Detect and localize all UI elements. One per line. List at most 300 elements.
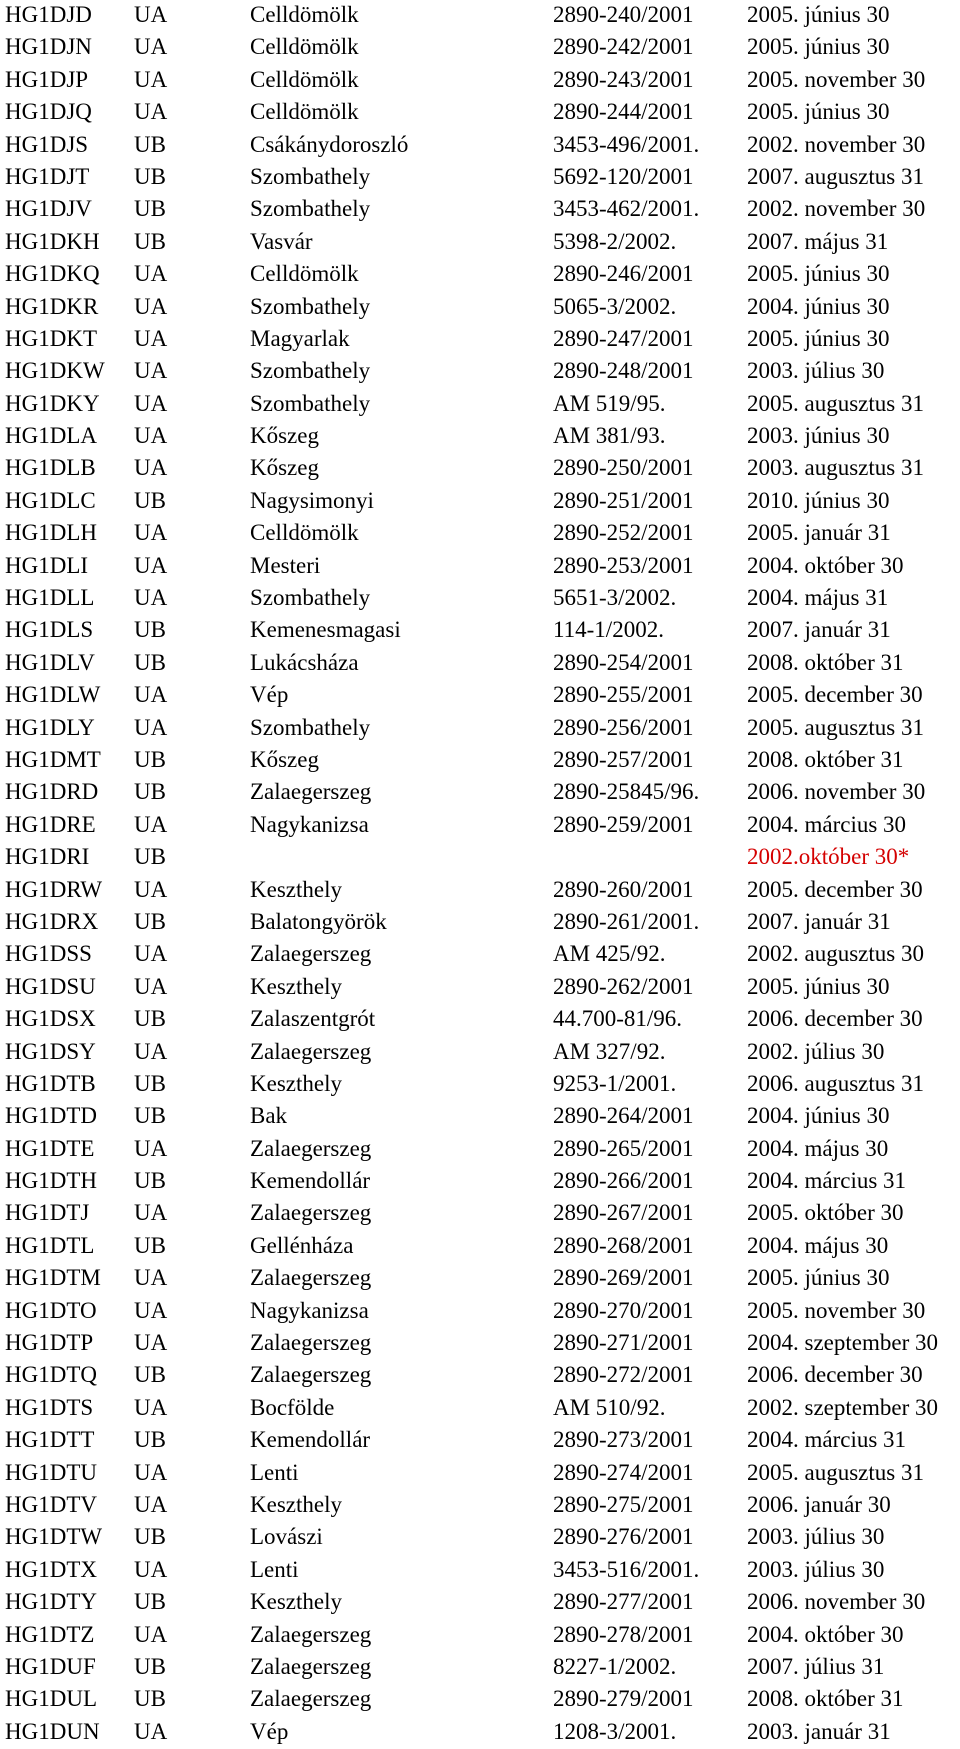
city-cell: Celldömölk (250, 99, 359, 125)
table-row (0, 194, 960, 226)
permit-number-cell: 2890-25845/96. (553, 779, 700, 805)
city-cell: Vasvár (250, 228, 313, 254)
city-cell: Nagykanizsa (250, 1297, 369, 1323)
table-row (0, 583, 960, 615)
expiry-date-cell: 2006. november 30 (747, 779, 926, 805)
city-cell: Lenti (250, 1556, 299, 1582)
table-row (0, 680, 960, 712)
table-row (0, 907, 960, 939)
table-row (0, 1231, 960, 1263)
expiry-date-cell: 2006. november 30 (747, 1589, 926, 1615)
license-class-cell: UB (134, 908, 166, 934)
permit-number-cell: 2890-265/2001 (553, 1135, 694, 1161)
table-row (0, 745, 960, 777)
license-class-cell: UA (134, 390, 168, 416)
callsign-cell: HG1DTP (5, 1330, 94, 1356)
city-cell: Szombathely (250, 293, 371, 319)
expiry-date-cell: 2004. október 30 (747, 552, 904, 578)
expiry-date-cell: 2004. május 30 (747, 1135, 889, 1161)
callsign-cell: HG1DTD (5, 1103, 97, 1129)
permit-number-cell: 2890-264/2001 (553, 1103, 694, 1129)
city-cell: Zalaegerszeg (250, 1265, 372, 1291)
license-class-cell: UA (134, 1556, 168, 1582)
expiry-date-cell: 2004. szeptember 30 (747, 1330, 938, 1356)
callsign-cell: HG1DJS (5, 131, 89, 157)
callsign-cell: HG1DTB (5, 1070, 96, 1096)
license-class-cell: UA (134, 811, 168, 837)
license-class-cell: UA (134, 973, 168, 999)
expiry-date-cell: 2003. augusztus 31 (747, 455, 924, 481)
callsign-cell: HG1DUL (5, 1686, 97, 1712)
callsign-cell: HG1DTS (5, 1394, 94, 1420)
callsign-cell: HG1DLY (5, 714, 95, 740)
permit-number-cell: 3453-462/2001. (553, 196, 700, 222)
permit-number-cell: 2890-252/2001 (553, 520, 694, 546)
city-cell: Bocfölde (250, 1394, 335, 1420)
license-class-cell: UB (134, 131, 166, 157)
permit-number-cell: 3453-496/2001. (553, 131, 700, 157)
callsign-cell: HG1DKY (5, 390, 100, 416)
callsign-cell: HG1DUF (5, 1653, 96, 1679)
table-row (0, 1652, 960, 1684)
license-class-cell: UA (134, 293, 168, 319)
table-row (0, 1166, 960, 1198)
license-class-cell: UA (134, 1265, 168, 1291)
callsign-cell: HG1DTL (5, 1232, 95, 1258)
callsign-cell: HG1DTZ (5, 1621, 95, 1647)
callsign-cell: HG1DMT (5, 746, 101, 772)
expiry-date-cell: 2002. november 30 (747, 196, 926, 222)
license-class-cell: UA (134, 682, 168, 708)
permit-number-cell: 2890-254/2001 (553, 649, 694, 675)
callsign-cell: HG1DTE (5, 1135, 95, 1161)
callsign-cell: HG1DTO (5, 1297, 97, 1323)
expiry-date-cell: 2005. december 30 (747, 682, 923, 708)
expiry-date-cell: 2002.október 30* (747, 844, 910, 870)
city-cell: Lovászi (250, 1524, 323, 1550)
permit-number-cell: 5398-2/2002. (553, 228, 677, 254)
callsign-cell: HG1DRW (5, 876, 103, 902)
city-cell: Szombathely (250, 196, 371, 222)
table-row (0, 1490, 960, 1522)
table-row (0, 1134, 960, 1166)
permit-number-cell: AM 510/92. (553, 1394, 666, 1420)
callsign-cell: HG1DJN (5, 34, 92, 60)
permit-number-cell: 2890-274/2001 (553, 1459, 694, 1485)
table-row (0, 1263, 960, 1295)
license-class-cell: UB (134, 1006, 166, 1032)
city-cell: Zalaegerszeg (250, 1135, 372, 1161)
city-cell: Kőszeg (250, 423, 319, 449)
city-cell: Lenti (250, 1459, 299, 1485)
permit-number-cell: 2890-270/2001 (553, 1297, 694, 1323)
license-class-cell: UA (134, 714, 168, 740)
permit-number-cell: 5065-3/2002. (553, 293, 677, 319)
callsign-cell: HG1DJV (5, 196, 92, 222)
table-row (0, 1458, 960, 1490)
permit-number-cell: 2890-261/2001. (553, 908, 700, 934)
callsign-cell: HG1DLH (5, 520, 97, 546)
table-row (0, 1620, 960, 1652)
license-class-cell: UB (134, 1362, 166, 1388)
expiry-date-cell: 2003. július 30 (747, 1556, 885, 1582)
city-cell: Celldömölk (250, 34, 359, 60)
expiry-date-cell: 2005. november 30 (747, 66, 926, 92)
callsign-cell: HG1DRI (5, 844, 90, 870)
license-class-cell: UA (134, 66, 168, 92)
license-class-cell: UB (134, 649, 166, 675)
expiry-date-cell: 2007. július 31 (747, 1653, 885, 1679)
license-class-cell: UB (134, 228, 166, 254)
license-class-cell: UB (134, 163, 166, 189)
permit-number-cell: 2890-248/2001 (553, 358, 694, 384)
license-class-cell: UB (134, 1589, 166, 1615)
city-cell: Vép (250, 1718, 289, 1744)
callsign-cell: HG1DTY (5, 1589, 97, 1615)
license-class-cell: UB (134, 779, 166, 805)
license-class-cell: UB (134, 1232, 166, 1258)
city-cell: Zalaegerszeg (250, 1038, 372, 1064)
callsign-cell: HG1DSY (5, 1038, 96, 1064)
permit-number-cell: 2890-255/2001 (553, 682, 694, 708)
expiry-date-cell: 2004. március 31 (747, 1427, 907, 1453)
permit-number-cell: 2890-244/2001 (553, 99, 694, 125)
city-cell: Zalaegerszeg (250, 1330, 372, 1356)
table-row (0, 324, 960, 356)
expiry-date-cell: 2002. szeptember 30 (747, 1394, 938, 1420)
callsign-cell: HG1DLI (5, 552, 89, 578)
city-cell: Zalaegerszeg (250, 941, 372, 967)
expiry-date-cell: 2003. június 30 (747, 423, 890, 449)
license-class-cell: UA (134, 941, 168, 967)
expiry-date-cell: 2005. augusztus 31 (747, 1459, 924, 1485)
permit-number-cell: 2890-269/2001 (553, 1265, 694, 1291)
permit-number-cell: 2890-253/2001 (553, 552, 694, 578)
callsign-cell: HG1DSX (5, 1006, 96, 1032)
city-cell: Keszthely (250, 1589, 342, 1615)
city-cell: Mesteri (250, 552, 321, 578)
expiry-date-cell: 2008. október 31 (747, 649, 904, 675)
license-class-cell: UA (134, 585, 168, 611)
city-cell: Celldömölk (250, 2, 359, 27)
expiry-date-cell: 2010. június 30 (747, 487, 890, 513)
license-class-cell: UB (134, 1070, 166, 1096)
callsign-cell: HG1DLW (5, 682, 101, 708)
license-class-cell: UA (134, 1491, 168, 1517)
callsign-cell: HG1DTJ (5, 1200, 90, 1226)
table-row (0, 777, 960, 809)
callsign-cell: HG1DLB (5, 455, 96, 481)
license-class-cell: UA (134, 1394, 168, 1420)
table-row (0, 1522, 960, 1554)
license-class-cell: UA (134, 1459, 168, 1485)
expiry-date-cell: 2004. május 30 (747, 1232, 889, 1258)
city-cell: Szombathely (250, 358, 371, 384)
permit-number-cell: 2890-273/2001 (553, 1427, 694, 1453)
table-row (0, 1393, 960, 1425)
license-class-cell: UB (134, 1103, 166, 1129)
callsign-cell: HG1DUN (5, 1718, 100, 1744)
license-class-cell: UB (134, 1427, 166, 1453)
expiry-date-cell: 2006. december 30 (747, 1006, 923, 1032)
expiry-date-cell: 2005. augusztus 31 (747, 390, 924, 416)
expiry-date-cell: 2004. június 30 (747, 1103, 890, 1129)
license-class-cell: UB (134, 746, 166, 772)
city-cell: Kemendollár (250, 1427, 371, 1453)
city-cell: Keszthely (250, 1070, 342, 1096)
table-row (0, 972, 960, 1004)
expiry-date-cell: 2003. január 31 (747, 1718, 891, 1744)
callsign-cell: HG1DJP (5, 66, 89, 92)
table-row (0, 551, 960, 583)
license-class-cell: UA (134, 1330, 168, 1356)
permit-number-cell: AM 381/93. (553, 423, 666, 449)
callsign-cell: HG1DSS (5, 941, 92, 967)
city-cell: Gellénháza (250, 1232, 354, 1258)
license-class-cell: UB (134, 1524, 166, 1550)
city-cell: Zalaegerszeg (250, 1200, 372, 1226)
license-class-cell: UA (134, 455, 168, 481)
expiry-date-cell: 2008. október 31 (747, 1686, 904, 1712)
table-row (0, 842, 960, 874)
license-class-cell: UA (134, 876, 168, 902)
callsign-cell: HG1DJD (5, 2, 92, 27)
city-cell: Keszthely (250, 1491, 342, 1517)
license-class-cell: UB (134, 1168, 166, 1194)
permit-number-cell: 2890-278/2001 (553, 1621, 694, 1647)
city-cell: Nagykanizsa (250, 811, 369, 837)
expiry-date-cell: 2005. június 30 (747, 34, 890, 60)
table-row (0, 1360, 960, 1392)
expiry-date-cell: 2003. július 30 (747, 358, 885, 384)
callsign-cell: HG1DKQ (5, 261, 100, 287)
table-row (0, 259, 960, 291)
callsign-cell: HG1DTM (5, 1265, 101, 1291)
table-row (0, 648, 960, 680)
callsign-cell: HG1DRX (5, 908, 99, 934)
permit-number-cell: 2890-276/2001 (553, 1524, 694, 1550)
table-row (0, 1198, 960, 1230)
expiry-date-cell: 2007. május 31 (747, 228, 889, 254)
permit-number-cell: 5651-3/2002. (553, 585, 677, 611)
table-row (0, 1101, 960, 1133)
expiry-date-cell: 2005. december 30 (747, 876, 923, 902)
city-cell: Szombathely (250, 163, 371, 189)
callsign-cell: HG1DJT (5, 163, 90, 189)
expiry-date-cell: 2005. október 30 (747, 1200, 904, 1226)
expiry-date-cell: 2007. augusztus 31 (747, 163, 924, 189)
table-row (0, 939, 960, 971)
expiry-date-cell: 2007. január 31 (747, 617, 891, 643)
table-row (0, 810, 960, 842)
expiry-date-cell: 2005. január 31 (747, 520, 891, 546)
city-cell: Zalaszentgrót (250, 1006, 376, 1032)
license-class-cell: UA (134, 325, 168, 351)
license-class-cell: UB (134, 1653, 166, 1679)
license-class-cell: UA (134, 1297, 168, 1323)
city-cell: Zalaegerszeg (250, 779, 372, 805)
permit-number-cell: 2890-268/2001 (553, 1232, 694, 1258)
city-cell: Zalaegerszeg (250, 1653, 372, 1679)
callsign-cell: HG1DRE (5, 811, 96, 837)
expiry-date-cell: 2004. június 30 (747, 293, 890, 319)
callsign-cell: HG1DJQ (5, 99, 92, 125)
expiry-date-cell: 2006. december 30 (747, 1362, 923, 1388)
callsign-cell: HG1DTV (5, 1491, 97, 1517)
table-row (0, 615, 960, 647)
expiry-date-cell: 2004. március 30 (747, 811, 907, 837)
city-cell: Szombathely (250, 714, 371, 740)
city-cell: Bak (250, 1103, 288, 1129)
table-row (0, 227, 960, 259)
permit-number-cell: 9253-1/2001. (553, 1070, 677, 1096)
permit-number-cell: 2890-259/2001 (553, 811, 694, 837)
city-cell: Zalaegerszeg (250, 1621, 372, 1647)
table-row (0, 65, 960, 97)
city-cell: Celldömölk (250, 261, 359, 287)
table-row (0, 97, 960, 129)
license-class-cell: UA (134, 1200, 168, 1226)
license-class-cell: UA (134, 99, 168, 125)
permit-number-cell: 44.700-81/96. (553, 1006, 683, 1032)
permit-number-cell: 1208-3/2001. (553, 1718, 677, 1744)
expiry-date-cell: 2005. június 30 (747, 99, 890, 125)
city-cell: Celldömölk (250, 66, 359, 92)
permit-number-cell: AM 327/92. (553, 1038, 666, 1064)
license-class-cell: UB (134, 196, 166, 222)
expiry-date-cell: 2004. március 31 (747, 1168, 907, 1194)
license-class-cell: UA (134, 423, 168, 449)
table-row (0, 1425, 960, 1457)
callsign-cell: HG1DLC (5, 487, 96, 513)
table-row (0, 292, 960, 324)
callsign-cell: HG1DTH (5, 1168, 97, 1194)
permit-number-cell: 2890-262/2001 (553, 973, 694, 999)
city-cell: Balatongyörök (250, 908, 387, 934)
permit-number-cell: AM 519/95. (553, 390, 666, 416)
table-row (0, 1555, 960, 1587)
table-row (0, 875, 960, 907)
permit-number-cell: 2890-257/2001 (553, 746, 694, 772)
table-row (0, 130, 960, 162)
permit-number-cell: 8227-1/2002. (553, 1653, 677, 1679)
city-cell: Kemenesmagasi (250, 617, 401, 643)
callsign-cell: HG1DTU (5, 1459, 97, 1485)
expiry-date-cell: 2003. július 30 (747, 1524, 885, 1550)
table-row (0, 453, 960, 485)
callsign-cell: HG1DTW (5, 1524, 103, 1550)
city-cell: Celldömölk (250, 520, 359, 546)
expiry-date-cell: 2005. június 30 (747, 2, 890, 27)
license-class-cell: UA (134, 1718, 168, 1744)
permit-number-cell: 2890-247/2001 (553, 325, 694, 351)
expiry-date-cell: 2004. május 31 (747, 585, 889, 611)
city-cell: Szombathely (250, 390, 371, 416)
table-row (0, 0, 960, 32)
permit-number-cell: 2890-271/2001 (553, 1330, 694, 1356)
city-cell: Kemendollár (250, 1168, 371, 1194)
table-row (0, 1717, 960, 1749)
permit-number-cell: 2890-260/2001 (553, 876, 694, 902)
callsign-cell: HG1DSU (5, 973, 96, 999)
permit-number-cell: 5692-120/2001 (553, 163, 694, 189)
callsign-cell: HG1DKT (5, 325, 97, 351)
table-row (0, 713, 960, 745)
expiry-date-cell: 2005. június 30 (747, 1265, 890, 1291)
expiry-date-cell: 2008. október 31 (747, 746, 904, 772)
expiry-date-cell: 2006. augusztus 31 (747, 1070, 924, 1096)
license-class-cell: UB (134, 844, 166, 870)
license-class-cell: UB (134, 617, 166, 643)
city-cell: Keszthely (250, 876, 342, 902)
license-class-cell: UA (134, 2, 168, 27)
license-class-cell: UA (134, 358, 168, 384)
table-row (0, 389, 960, 421)
table-row (0, 518, 960, 550)
callsign-cell: HG1DRD (5, 779, 99, 805)
permit-number-cell: 2890-275/2001 (553, 1491, 694, 1517)
license-class-cell: UA (134, 552, 168, 578)
table-row (0, 486, 960, 518)
city-cell: Vép (250, 682, 289, 708)
permit-number-cell: 2890-266/2001 (553, 1168, 694, 1194)
license-class-cell: UA (134, 520, 168, 546)
table-row (0, 356, 960, 388)
permit-number-cell: 2890-243/2001 (553, 66, 694, 92)
table-row (0, 421, 960, 453)
city-cell: Csákánydoroszló (250, 131, 409, 157)
permit-number-cell: 2890-256/2001 (553, 714, 694, 740)
callsign-cell: HG1DLA (5, 423, 97, 449)
permit-number-cell: 2890-277/2001 (553, 1589, 694, 1615)
expiry-date-cell: 2005. június 30 (747, 325, 890, 351)
callsign-cell: HG1DKH (5, 228, 100, 254)
permit-number-cell: AM 425/92. (553, 941, 666, 967)
license-class-cell: UA (134, 1038, 168, 1064)
table-row (0, 1328, 960, 1360)
license-class-cell: UB (134, 487, 166, 513)
permit-number-cell: 3453-516/2001. (553, 1556, 700, 1582)
expiry-date-cell: 2002. július 30 (747, 1038, 885, 1064)
license-class-cell: UA (134, 1621, 168, 1647)
city-cell: Szombathely (250, 585, 371, 611)
callsign-cell: HG1DLV (5, 649, 95, 675)
table-row (0, 1296, 960, 1328)
city-cell: Lukácsháza (250, 649, 359, 675)
callsign-cell: HG1DTT (5, 1427, 95, 1453)
expiry-date-cell: 2002. augusztus 30 (747, 941, 924, 967)
expiry-date-cell: 2006. január 30 (747, 1491, 891, 1517)
city-cell: Kőszeg (250, 746, 319, 772)
expiry-date-cell: 2002. november 30 (747, 131, 926, 157)
city-cell: Magyarlak (250, 325, 350, 351)
callsign-cell: HG1DKR (5, 293, 99, 319)
city-cell: Nagysimonyi (250, 487, 374, 513)
callsign-cell: HG1DKW (5, 358, 105, 384)
permit-number-cell: 114-1/2002. (553, 617, 664, 643)
table-row (0, 32, 960, 64)
expiry-date-cell: 2005. június 30 (747, 973, 890, 999)
permit-number-cell: 2890-246/2001 (553, 261, 694, 287)
table-row (0, 1684, 960, 1716)
table-row (0, 1037, 960, 1069)
city-cell: Zalaegerszeg (250, 1362, 372, 1388)
permit-number-cell: 2890-250/2001 (553, 455, 694, 481)
table-row (0, 162, 960, 194)
table-row (0, 1069, 960, 1101)
permit-number-cell: 2890-267/2001 (553, 1200, 694, 1226)
expiry-date-cell: 2005. november 30 (747, 1297, 926, 1323)
